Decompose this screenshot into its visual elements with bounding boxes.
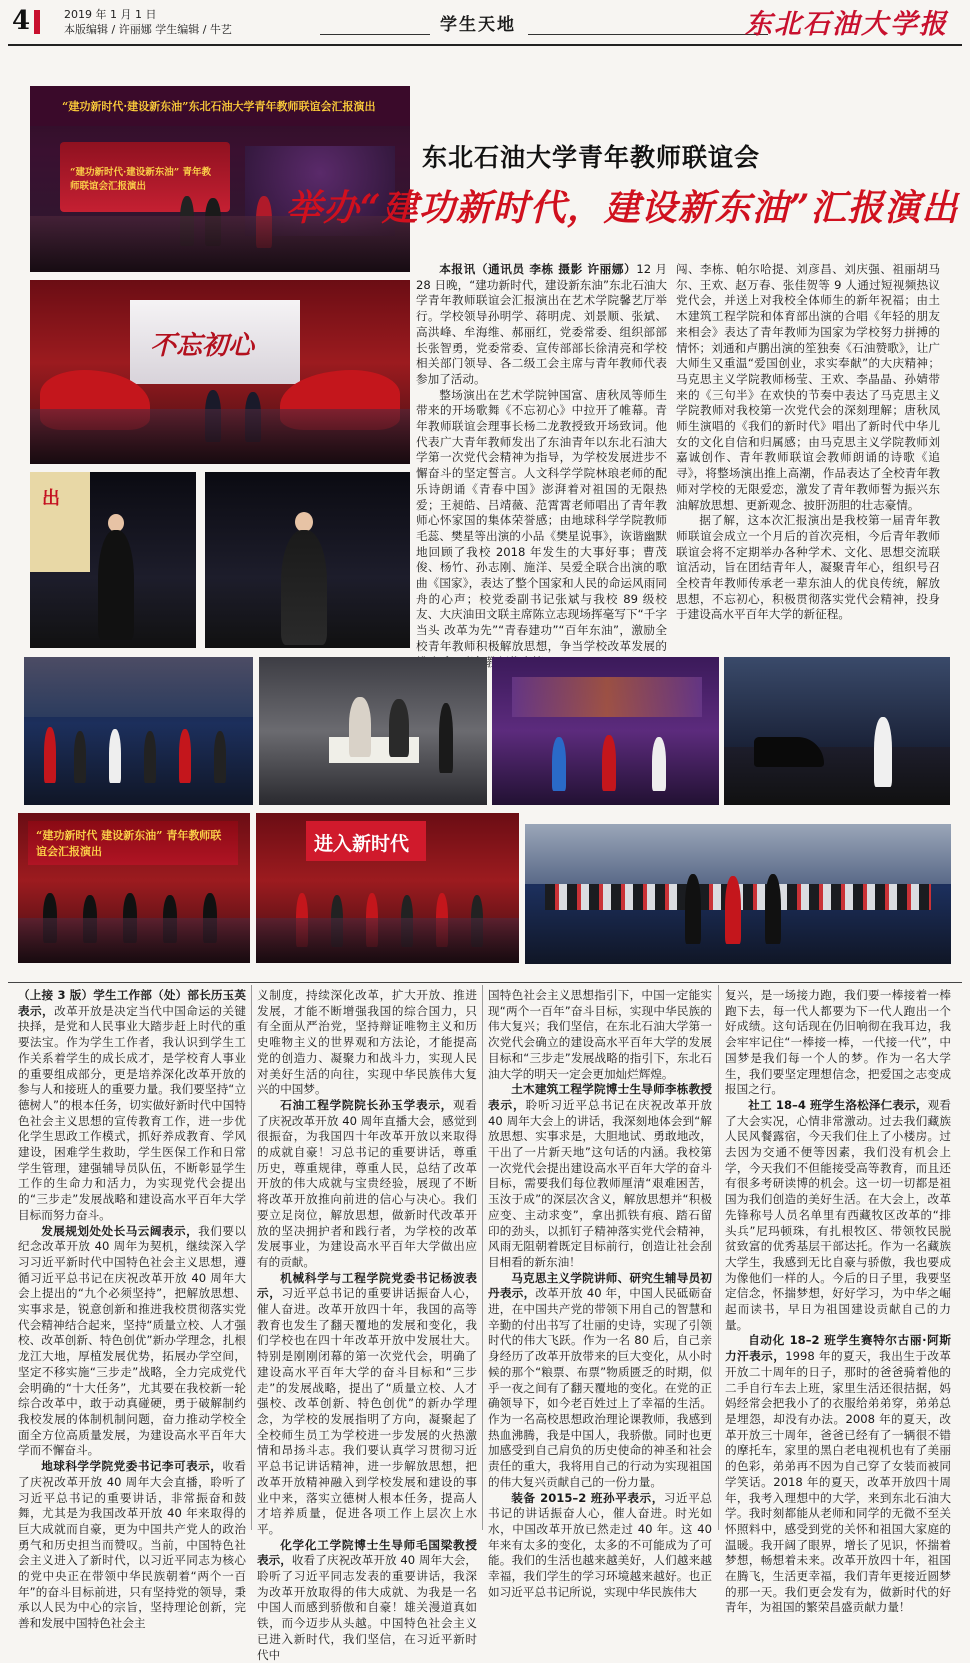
speaker-lead: 化学化工学院博士生导师毛国梁教授表示， (257, 1537, 477, 1568)
speaker-text: 改革开放是决定当代中国命运的关键抉择，是党和人民事业大踏步赶上时代的重要法宝。作为学生工作者，我认识到学生工作关系着学生的成长成才，是学校育人事业的重要组成部分，更是培养深化改革开放的参与人和接班人的重要力量。我们要坚持“立德树人”的根本任务，切实做好新时代中国特色社会主义思想的宣传教育工作，进一步优化学生思政工作模式，抓好养成教育、学风建设，困难学生救助，学生医保工作和日常学生管理，建强辅导员队伍，不断彰显学生工作的生命力和活力，为实现党代会提出的“三步走”发展战略和建设高水平百年大学目标而努力奋斗。 (18, 1003, 246, 1222)
speaker-text: 聆听习近平总书记在庆祝改革开放 40 周年大会上的讲话，我深刻地体会到“解放思想、实事求是，大胆地试、勇敢地改，干出了一片新天地”这句话的内涵。我校第一次党代会提出建设高水平百年大学的奋斗目标，需要我们每位教师厘清“艰难困苦，玉汝于成”的深层次含义，解放思想并“积极应变、主动求变”，拿出抓铁有痕、踏石留印的劲头，以抓钉子精神落实党代会精神，风雨无阻朝着既定目标前行，创造让社会刮目相看的新东油！ (488, 1097, 712, 1269)
photo-calligraphy (259, 657, 487, 805)
speaker-lead: 土木建筑工程学院博士生导师李栋教授表示， (488, 1082, 712, 1112)
article-byline: 本报讯（通讯员 李栋 摄影 许丽娜） (439, 262, 637, 276)
bottom-column-3 (488, 988, 712, 1599)
masthead-rule-left (320, 34, 430, 35)
speaker-lead: （上接 3 版）学生工作部（处）部长历玉英表示， (18, 988, 246, 1018)
photo-poetry-reading (30, 472, 196, 648)
article-paragraph: 据了解，这本次汇报演出是我校第一届青年教师联谊会成立一个月后的首次亮相，今后青年教师联谊会将不定期举办各种学术、文化、思想交流联谊活动，旨在团结青年人，凝聚青年心，组织号召全校青年教师传承老一辈东油人的优良传统，解放思想，不忘初心，积极贯彻落实党代会精神，投身于建设高水平百年大学的新征程。 (676, 513, 940, 622)
article-paragraph: 整场演出在艺术学院钟国富、唐秋凤等师生带来的开场歌舞《不忘初心》中拉开了帷幕。青年教师联谊会理事长杨二龙教授致开场致词。他代表广大青年教师发出了东油青年以东北石油大学第一次党代会精神为指导，为学校发展进步不懈奋斗的坚定誓言。人文科学学院林琅老师的配乐诗朗诵《青春中国》澎湃着对祖国的无限热爱；王昶皓、吕靖薇、范霄霄老师唱出了青年教师心怀家国的集体荣誉感；由地球科学学院教师毛蕊、樊星等出演的小品《樊星说事》，诙谐幽默地回顾了我校 2018 年发生的大事好事；曹茂俊、杨竹、孙志刚、施洋、吴爱全联合出演的歌曲《国家》，表达了整个国家和人民的命运风雨同舟的心声；校党委副书记张斌与我校 89 级校友、大庆油田文联主席陈立志现场挥毫写下“千字当头 改革为先”“青春建功”“百年东油”，激励全校青年教师积极解放思想，争当学校改革发展的 (416, 387, 667, 653)
page-number-bar (34, 10, 40, 34)
photo-new-era-song (256, 813, 519, 963)
speaker-text: 国特色社会主义思想指引下，中国一定能实现“两个一百年”奋斗目标，实现中华民族的伟大复兴；我们坚信，在东北石油大学第一次党代会确立的建设高水平百年大学的发展目标和“三步走”发展战略的指引下，东北石油大学的明天一定会更加灿烂辉煌。 (488, 988, 712, 1081)
column-rule (718, 985, 719, 1530)
section-divider (8, 982, 962, 983)
issue-date: 2019 年 1 月 1 日 (64, 8, 157, 21)
speaker-text: 观看了庆祝改革开放 40 周年直播大会，感觉到很振奋，为我国四十年改革开放以来取得的成就自豪！习总书记的重要讲话，尊重历史，尊重规律，尊重人民，总结了改革开放的伟大成就与宝贵经验，展现了不断将改革开放推向前进的信心与决心。我们要立足岗位，解放思想，做新时代改革开放的坚决拥护者和践行者，为学校的改革发展事业，为建设高水平百年大学做出应有的贡献。 (257, 1097, 477, 1269)
speaker-text: 1998 年的夏天，我出生于改革开放二十周年的日子，那时的爸爸骑着他的二手自行车去上班，家里生活还很拮据，妈妈经常会把我小了的衣服给弟弟穿，弟弟总是埋怨，却没有办法。2008 年的夏天，改革开放三十周年，爸爸已经有了一辆很不错的摩托车，家里的黑白老电视机也有了美丽的色彩，弟弟再不因为自己穿了女装而被同学笑话。2018 年的夏天，改革开放四十周年，我考入理想中的大学，来到东北石油大学。我时刻都能从老师和同学的无微不至关怀照料中，感受到党的关怀和祖国大家庭的温暖。我开阔了眼界，增长了见识，怀揣着梦想，畅想着未来。改革开放四十年，祖国在腾飞，生活更幸福，我们青年更接近圆梦的那一天。我们更会发有为，做新时代的好青年，为祖国的繁荣昌盛贡献力量！ (725, 1349, 951, 1615)
page-number: 4 (12, 6, 31, 36)
header-rule (8, 44, 962, 46)
stage-screen (60, 142, 230, 212)
speaker-lead: 石油工程学院院长孙玉学表示， (280, 1097, 454, 1112)
dance-screen-text: 不忘初心 (150, 331, 255, 361)
bottom-column-1 (18, 988, 246, 1631)
speaker-text: 改革开放 40 年，中国人民砥砺奋进，在中国共产党的带领下用自己的智慧和辛勤的付出书写了壮丽的史诗，实现了引领时代的伟大飞跃。作为一名 80 后，自己亲身经历了改革开放带来的巨大变化，从小时候的那个“粮票、布票”物质匮乏的时期，似乎一夜之间有了翻天覆地的变化。在党的正确领导下，如今老百姓过上了幸福的生活。作为一名高校思想政治理论课教师，我感到热血沸腾，我是中国人，我骄傲。同时也更加感受到自己肩负的历史使命的神圣和社会责任的重大，我将用自己的行动为实现祖国的伟大复兴贡献自己的一份力量。 (488, 1286, 712, 1489)
banner-title-text: “建功新时代·建设新东油”东北石油大学青年教师联谊会汇报演出 (62, 100, 376, 113)
article-column-1 (416, 262, 667, 653)
speaker-text: 习近平总书记的讲话振奋人心，催人奋进。时光如水，中国改革开放已然走过 40 年。这 40 年来有太多的变化，太多的不可能成为了可能。我们的生活也越来越美好，人们越来越幸福，我们学生的学习环境越来越好。也正如习近平总书记所说，实现中华民族伟大 (488, 1490, 712, 1599)
masthead-rule-right (528, 34, 768, 35)
edition-info (64, 7, 232, 37)
editors: 本版编辑 / 许丽娜 学生编辑 / 牛艺 (64, 23, 232, 36)
headline-title: 东北石油大学青年教师联谊会 (422, 143, 761, 172)
poetry-screen-text: 出 (42, 488, 60, 509)
bottom-column-4 (725, 988, 951, 1615)
article-column-2 (676, 262, 940, 648)
article-paragraph: 12 月 28 日晚，“建功新时代，建设新东油”东北石油大学青年教师联谊会汇报演出在艺术学院馨艺厅举行。学校领导孙明学、蒋明虎、刘景顺、张斌、高洪峰、牟海维、郝丽红，党委常委、组织部部长张智勇，党委常委、宣传部部长徐清亮和学校相关部门领导、各二级工会主席与青年教师代表参加了活动。 (416, 262, 667, 386)
speaker-lead: 自动化 18–2 班学生赛特尔古丽·阿斯力汗表示， (725, 1333, 951, 1364)
photo-solo-singer (205, 472, 410, 648)
new-era-screen (306, 821, 426, 861)
section-name: 学生天地 (440, 15, 516, 35)
photo-skit (492, 657, 719, 805)
dance-group-screen-text: “建功新时代 建设新东油” 青年教师联谊会汇报演出 (36, 829, 222, 858)
speaker-text: 义制度，持续深化改革，扩大开放、推进发展，才能不断增强我国的综合国力，只有全面从严治党，坚持辩证唯物主义和历史唯物主义的世界观和方法论，才能提高党的创造力、凝聚力和战斗力，实现人民对美好生活的向往，实现中华民族伟大复兴的中国梦。 (257, 988, 477, 1097)
speaker-lead: 地球科学学院党委书记李可表示， (41, 1459, 223, 1474)
speaker-lead: 装备 2015–2 班孙平表示， (511, 1490, 664, 1505)
masthead (0, 0, 970, 44)
speaker-lead: 社工 18–4 班学生洛松泽仁表示， (748, 1097, 928, 1112)
newspaper-logo: 东北石油大学报 (745, 9, 948, 40)
new-era-screen-text: 进入新时代 (314, 833, 410, 855)
speaker-text: 复兴，是一场接力跑，我们要一棒接着一棒跑下去，每一代人都要为下一代人跑出一个好成绩。这句话现在仍旧响彻在我耳边，我会牢牢记住“一棒接一棒，一代接一代”，中国梦是我们每一个人的梦。作为一名大学生，我们要坚定理想信念，把爱国之志变成报国之行。 (725, 988, 951, 1097)
dance-screen (28, 821, 238, 865)
speaker-text: 我们要以纪念改革开放 40 周年为契机，继续深入学习习近平新时代中国特色社会主义思想，遵循习近平总书记在庆祝改革开放 40 周年大会上提出的“九个必须坚持”，把解放思想、实事求是，锐意创新和推进我校贯彻落实党代会精神结合起来，坚持“质量立校、人才强校、改革创新、特色创优”新办学理念，扎根龙江大地，厚植发展优势，拓展办学空间，坚定不移实施“三步走”战略，全力完成党代会明确的“十大任务”，尤其要在我校新一轮综合改革中，敢于动真碰硬，勇于破解制约我校发展的体制机制问题，奋力推动学校全面全方位高质量发展，为建设高水平百年大学而不懈奋斗。 (18, 1223, 246, 1458)
photo-piano (724, 657, 950, 805)
stage-screen-text: “建功新时代·建设新东油” 青年教师联谊会汇报演出 (70, 167, 212, 192)
speaker-text: 习近平总书记的重要讲话振奋人心，催人奋进。改革开放四十年，我国的高等教育也发生了翻天覆地的发展和变化，我们学校也在四十年改革开放中发展壮大。特别是刚刚闭幕的第一次党代会，明确了建设高水平百年大学的奋斗目标和“三步走”的发展战略，提出了“质量立校、人才强校、改革创新、特色创优”的新办学理念，为学校的发展指明了方向，凝聚起了全校师生员工为学校进一步发展的火热激情和昂扬斗志。我们要认真学习贯彻习近平总书记讲话精神，进一步解放思想，把改革开放精神融入到学校发展和建设的事业中来，落实立德树人根本任务，提高人才培养质量，促进各项工作上层次上水平。 (257, 1286, 477, 1536)
speaker-lead: 马克思主义学院讲师、研究生辅导员初丹表示， (488, 1270, 712, 1301)
speaker-text: 收看了庆祝改革开放 40 周年大会直播，聆听了习近平总书记的重要讲话，非常振奋和鼓舞，尤其是为我国改革开放 40 年来取得的巨大成就而自豪，更为中国共产党人的政治勇气和历史担当而赞叹。当前，中国特色社会主义进入了新时代，以习近平同志为核心的党中央正在带领中华民族朝着“两个一百年”的奋斗目标前进，只有坚持党的领导，秉承以人民为中心的宗旨，坚持理论创新，完善和发展中国特色社会主 (18, 1459, 246, 1631)
bottom-column-2 (257, 988, 477, 1662)
photo-dance-group (18, 813, 250, 963)
article-paragraph: 闯、李栋、帕尔哈提、刘彦昌、刘庆强、祖丽胡马尔、王欢、赵万春、张佳贺等 9 人通过短视频热议党代会，并送上对我校全体师生的新年祝福；由土木建筑工程学院和体育部出演的合唱《年轻的朋友来相会》表达了青年教师为国家为学校努力拼搏的情怀；刘通和卢鹏出演的笙独奏《石油赞歌》，让广大师生又重温“爱国创业，求实奉献”的大庆精神；马克思主义学院教师杨莹、王欢、李晶晶、孙婧带来的《三句半》在欢快的节奏中表达了马克思主义学院教师对我校第一次党代会的深刻理解；唐秋凤师生演唱的《我们的新时代》唱出了新时代中华儿女的文化自信和归属感；由马克思主义学院教师刘嘉诚创作、青年教师联谊会教师朗诵的诗歌《追寻》，将整场演出推上高潮，作品表达了全校青年教师对学校的无限爱恋，激发了青年教师誓为振兴东油解放思想、更新观念、披肝沥胆的壮志豪情。 (676, 262, 940, 512)
column-rule (251, 985, 252, 1530)
photo-stage-banner (30, 86, 410, 272)
speaker-text: 观看了大会实况，心情非常激动。过去我们藏族人民风餐露宿，今天我们住上了小楼房。过去因为交通不便等因素，我们没有机会上学，今天我们不但能接受高等教育，而且还有很多考研读博的机会。这一切一切都是祖国为我们创造的美好生活。在大会上，改革先锋称号人员名单里有西藏牧区改革的“排头兵”尼玛顿珠，有扎根牧区、带领牧民脱贫致富的优秀基层干部达托。作为一名藏族大学生，我感到无比自豪与骄傲，我也要成为像他们一样的人。今后的日子里，我要坚定信念，怀揣梦想，好好学习，为中华之崛起而读书，早日为祖国建设贡献自己的力量。 (725, 1097, 951, 1332)
speaker-text: 收看了庆祝改革开放 40 周年大会，聆听了习近平同志发表的重要讲话，我深为改革开放取得的伟大成就、为我是一名中国人而感到骄傲和自豪！雄关漫道真如铁，而今迈步从头越。中国特色社会主义已进入新时代，我们坚信，在习近平新时代中 (257, 1553, 477, 1662)
column-rule (482, 985, 483, 1530)
photo-chorus (24, 657, 253, 805)
speaker-lead: 发展规划处处长马云阔表示， (41, 1223, 199, 1238)
photo-opening-dance (30, 280, 410, 464)
headline-subtitle: 举办“建功新时代，建设新东油”汇报演出 (286, 187, 959, 229)
speaker-lead: 机械科学与工程学院党委书记杨波表示， (257, 1270, 477, 1301)
dance-backdrop (130, 300, 300, 384)
photo-poem-recital (525, 824, 951, 964)
